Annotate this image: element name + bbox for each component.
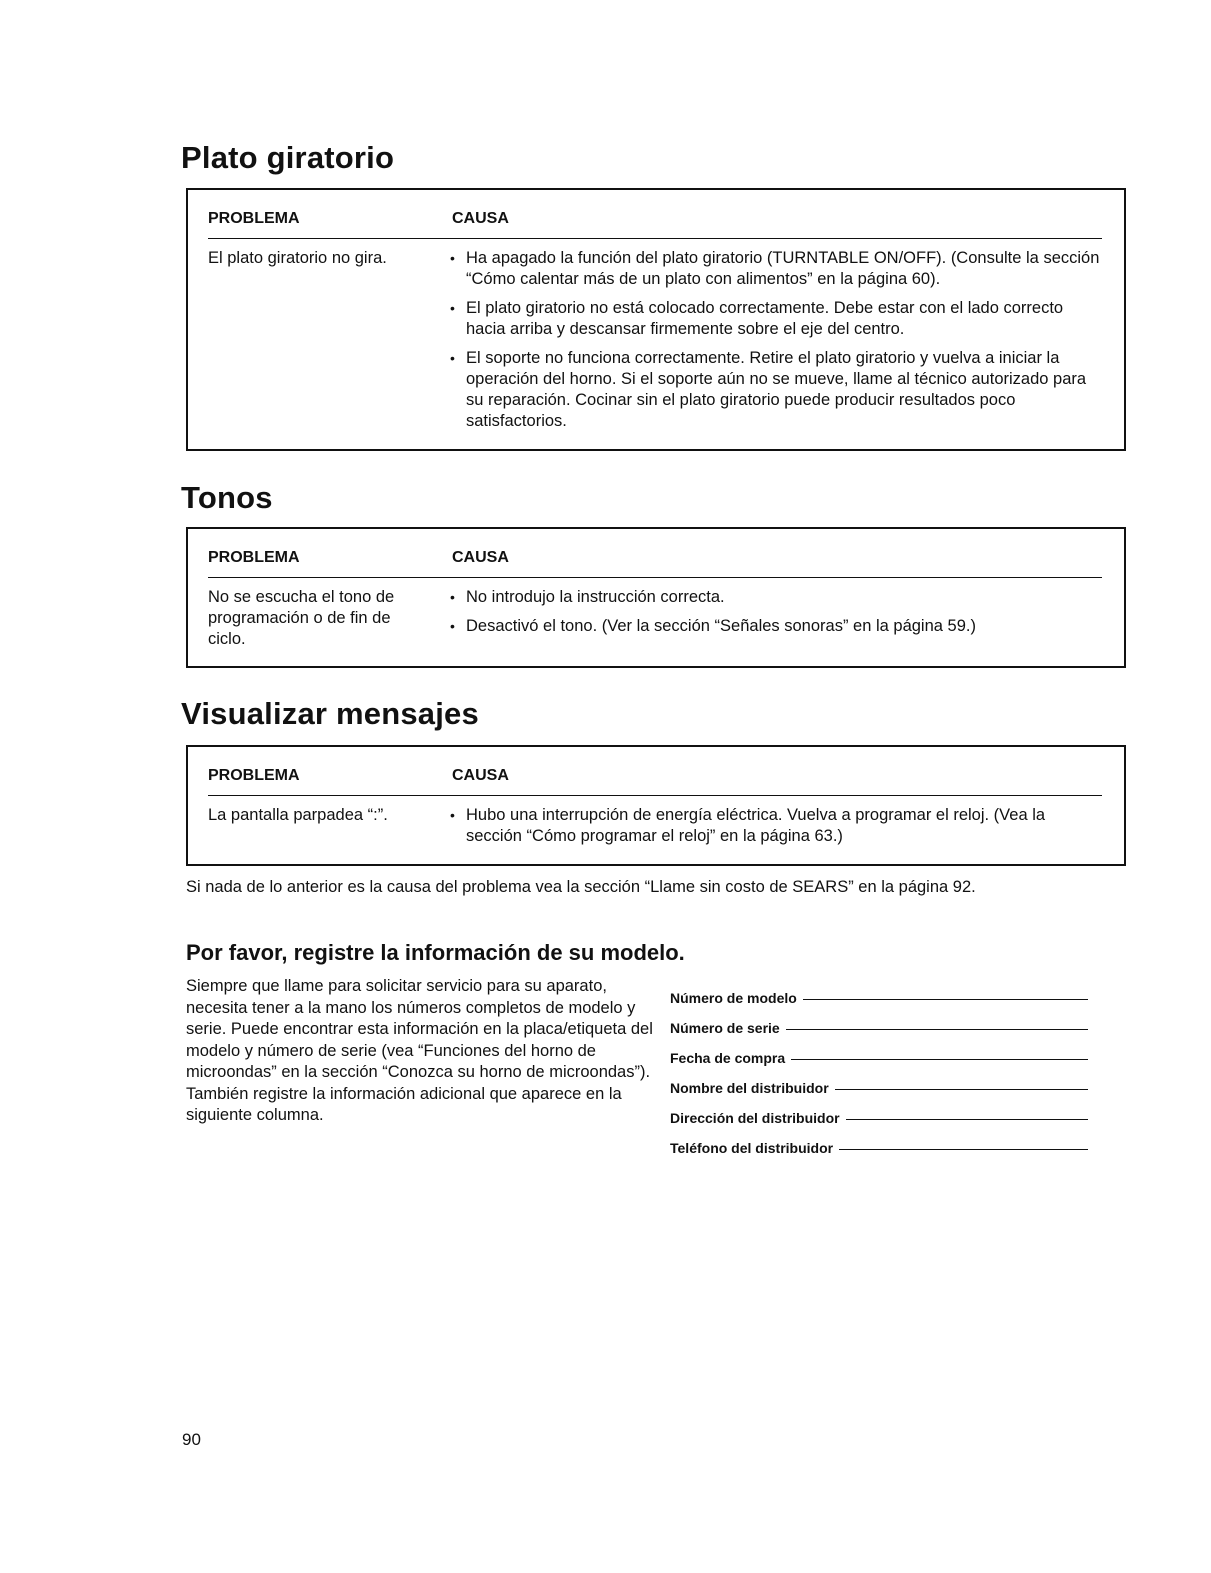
problem-text: La pantalla parpadea “:”. xyxy=(208,806,388,824)
section-title-plato-giratorio: Plato giratorio xyxy=(181,140,395,175)
bullet-icon: • xyxy=(450,300,455,316)
bullet-icon: • xyxy=(450,589,455,605)
fill-in-line xyxy=(803,998,1088,1000)
cause-item xyxy=(446,248,1102,290)
cause-text: Hubo una interrupción de energía eléctrica. Vuelva a programar el reloj. (Vea la sección “Cómo programar el reloj” en la página 63.) xyxy=(466,806,1046,845)
field-label: Nombre del distribuidor xyxy=(670,1080,829,1096)
field-label: Dirección del distribuidor xyxy=(670,1110,840,1126)
field-row-dealer-address xyxy=(670,1096,1088,1126)
column-header-problem: PROBLEMA xyxy=(208,549,300,566)
cause-list xyxy=(446,587,1102,645)
field-row-dealer-phone xyxy=(670,1126,1088,1156)
cause-text: El plato giratorio no está colocado correctamente. Debe estar con el lado correcto hacia arriba y descansar firmemente sobre el eje del centro. xyxy=(466,299,1064,338)
cause-item xyxy=(446,298,1102,340)
field-label: Número de modelo xyxy=(670,990,797,1006)
cause-item xyxy=(446,616,1102,637)
cause-item xyxy=(446,348,1102,432)
column-header-problem: PROBLEMA xyxy=(208,210,300,227)
field-label: Fecha de compra xyxy=(670,1050,786,1066)
field-row-model xyxy=(670,976,1088,1006)
column-header-cause: CAUSA xyxy=(452,549,509,566)
fill-in-line xyxy=(839,1148,1088,1150)
cause-list xyxy=(446,805,1102,855)
table-header xyxy=(208,208,1102,239)
troubleshooting-table-plato-giratorio xyxy=(186,188,1126,451)
register-fields xyxy=(670,976,1088,1156)
field-label: Número de serie xyxy=(670,1020,780,1036)
cause-item xyxy=(446,587,1102,608)
troubleshooting-table-tonos xyxy=(186,527,1126,668)
field-row-serial xyxy=(670,1006,1088,1036)
fill-in-line xyxy=(786,1028,1088,1030)
cause-item xyxy=(446,805,1102,847)
fill-in-line xyxy=(791,1058,1088,1060)
section-title-tonos: Tonos xyxy=(181,480,273,515)
section-title-visualizar-mensajes: Visualizar mensajes xyxy=(181,696,479,731)
field-row-dealer-name xyxy=(670,1066,1088,1096)
register-text: Siempre que llame para solicitar servicio para su aparato, necesita tener a la mano los números completos de modelo y serie. Puede encontrar esta información en la placa/etiqueta del modelo y número de serie (vea “Funciones del horno de microondas” en la sección “Conozca su horno de microondas”). También registre la información adicional que aparece en la siguiente columna. xyxy=(186,977,653,1124)
bullet-icon: • xyxy=(450,250,455,266)
bullet-icon: • xyxy=(450,807,455,823)
register-title: Por favor, registre la información de su modelo. xyxy=(186,940,685,965)
field-row-purchase-date xyxy=(670,1036,1088,1066)
problem-text: El plato giratorio no gira. xyxy=(208,249,387,267)
column-header-cause: CAUSA xyxy=(452,210,509,227)
problem-text: No se escucha el tono de programación o de fin de ciclo. xyxy=(208,588,395,648)
column-header-problem: PROBLEMA xyxy=(208,767,300,784)
cause-text: No introdujo la instrucción correcta. xyxy=(466,588,725,606)
cause-text: Ha apagado la función del plato giratorio (TURNTABLE ON/OFF). (Consulte la sección “Cómo calentar más de un plato con alimentos” en la página 60). xyxy=(466,249,1100,288)
bullet-icon: • xyxy=(450,618,455,634)
fill-in-line xyxy=(846,1118,1088,1120)
cause-list xyxy=(446,248,1102,440)
troubleshooting-table-visualizar-mensajes xyxy=(186,745,1126,866)
table-header xyxy=(208,765,1102,796)
bullet-icon: • xyxy=(450,350,455,366)
cause-text: Desactivó el tono. (Ver la sección “Señales sonoras” en la página 59.) xyxy=(466,617,976,635)
fill-in-line xyxy=(835,1088,1088,1090)
cause-text: El soporte no funciona correctamente. Retire el plato giratorio y vuelva a iniciar la operación del horno. Si el soporte aún no se mueve, llame al técnico autorizado para su reparación. Cocinar sin el plato giratorio puede producir resultados poco satisfactorios. xyxy=(466,349,1087,430)
page-number: 90 xyxy=(182,1430,201,1449)
field-label: Teléfono del distribuidor xyxy=(670,1140,834,1156)
column-header-cause: CAUSA xyxy=(452,767,509,784)
table-header xyxy=(208,547,1102,578)
footnote: Si nada de lo anterior es la causa del problema vea la sección “Llame sin costo de SEARS” en la página 92. xyxy=(186,878,976,896)
